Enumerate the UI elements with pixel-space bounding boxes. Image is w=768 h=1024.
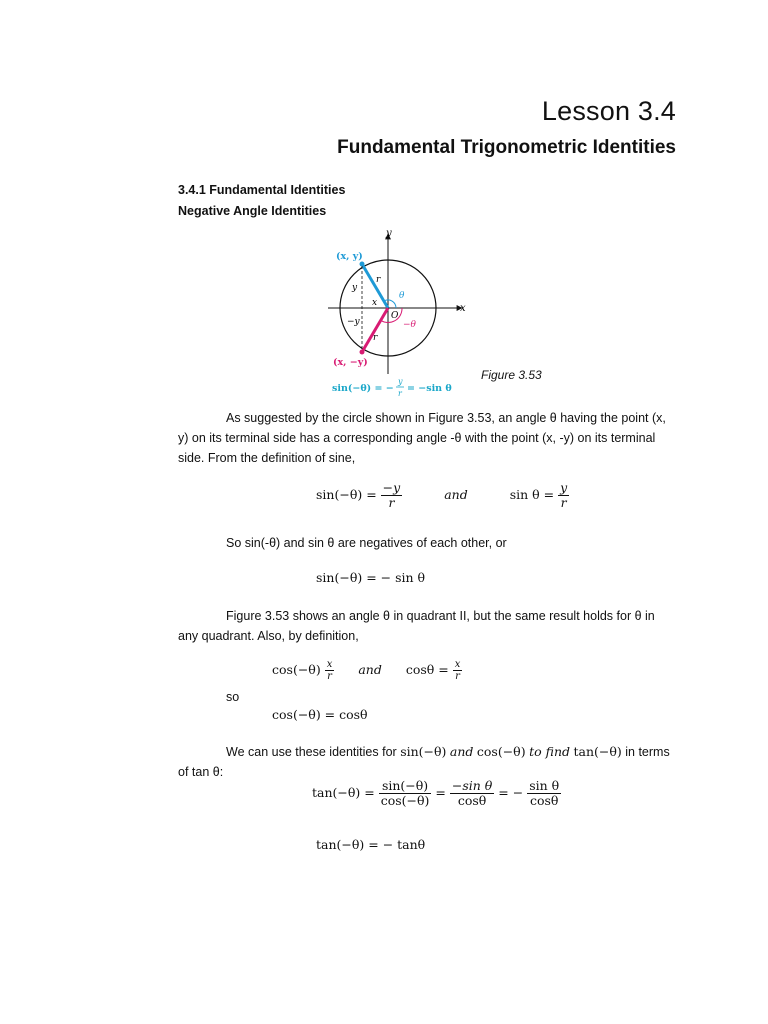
eq3-rhs-den: r bbox=[455, 671, 460, 682]
eq3-and: and bbox=[358, 662, 382, 677]
fig-formula-rhs: = −sin θ bbox=[407, 383, 452, 394]
point-bottom-label: (x, −y) bbox=[333, 357, 368, 368]
svg-text:sin(−θ) = − bbox=[332, 383, 394, 394]
eq3-num: x bbox=[326, 659, 333, 670]
paragraph-2: So sin(-θ) and sin θ are negatives of each other, or bbox=[226, 536, 507, 550]
paragraph-4 bbox=[178, 742, 678, 782]
so-label: so bbox=[226, 690, 240, 704]
point-bottom-dot bbox=[360, 350, 365, 355]
fig-formula-num: y bbox=[398, 377, 403, 386]
neg-theta-label: −θ bbox=[403, 320, 416, 330]
p4-start: We can use these identities for bbox=[226, 745, 397, 759]
equation-2: sin(−θ) = − sin θ bbox=[316, 570, 426, 585]
fig-formula-lhs: sin(−θ) = − bbox=[332, 383, 394, 394]
eq1-den: r bbox=[388, 495, 395, 510]
eq1-fraction bbox=[381, 481, 403, 510]
equation-1 bbox=[316, 481, 569, 510]
lesson-subtitle: Fundamental Trigonometric Identities bbox=[337, 137, 676, 158]
figure-caption: Figure 3.53 bbox=[481, 368, 542, 382]
eq3-lhs: cos(−θ) bbox=[272, 662, 321, 677]
eq1-num: −y bbox=[382, 480, 401, 495]
eq5-f1-num: sin(−θ) bbox=[379, 779, 432, 794]
eq5-f2-num: −sin θ bbox=[451, 778, 493, 793]
equation-6: tan(−θ) = − tanθ bbox=[316, 837, 426, 852]
eq3-rhs-lhs: cosθ = bbox=[405, 662, 449, 677]
lesson-title: Lesson 3.4 bbox=[541, 96, 676, 126]
equation-4: cos(−θ) = cosθ bbox=[272, 707, 368, 722]
eq3-rhs-num: x bbox=[454, 659, 461, 670]
eq5-fraction-1 bbox=[379, 779, 432, 808]
eq1-and: and bbox=[444, 487, 468, 502]
eq3-fraction bbox=[325, 659, 335, 682]
eq5-eq: = bbox=[435, 785, 446, 800]
eq1-rhs-fraction bbox=[558, 481, 569, 510]
eq1-lhs: sin(−θ) = bbox=[316, 487, 377, 502]
eq1-rhs-lhs: sin θ = bbox=[509, 487, 555, 502]
y-seg-label: y bbox=[352, 283, 358, 293]
paragraph-1: As suggested by the circle shown in Figure 3.53, an angle θ having the point (x, y) on its terminal side has a corresponding angle -θ with the point (x, -y) on its terminal side. From the definition of sine, bbox=[178, 411, 666, 465]
eq5-f2-den: cosθ bbox=[457, 793, 487, 808]
equation-3 bbox=[272, 659, 462, 682]
eq5-f3-den: cosθ bbox=[529, 793, 559, 808]
eq1-rhs-den: r bbox=[560, 495, 567, 510]
p4-sin: sin(−θ) bbox=[400, 744, 447, 759]
eq5-fraction-3 bbox=[527, 779, 561, 808]
point-top-dot bbox=[360, 262, 365, 267]
r-top-label: r bbox=[376, 275, 381, 285]
x-axis-label: x bbox=[460, 303, 466, 314]
fig-formula-den: r bbox=[398, 389, 402, 398]
p4-cos: cos(−θ) bbox=[476, 744, 526, 759]
eq3-den: r bbox=[327, 671, 332, 682]
y-axis-label: y bbox=[386, 228, 392, 239]
p4-tan: tan(−θ) bbox=[573, 744, 622, 759]
radius-bottom bbox=[362, 308, 388, 352]
unit-circle-figure bbox=[322, 224, 472, 400]
eq1-rhs-num: y bbox=[560, 480, 568, 495]
subsection-title: Negative Angle Identities bbox=[178, 204, 327, 218]
eq3-rhs-fraction bbox=[453, 659, 463, 682]
origin-label: O bbox=[391, 311, 399, 321]
eq5-fraction-2 bbox=[450, 779, 494, 808]
theta-label: θ bbox=[399, 291, 405, 301]
x-seg-label: x bbox=[372, 298, 378, 308]
paragraph-3: Figure 3.53 shows an angle θ in quadrant II, but the same result holds for θ in any quadrant. Also, by definition, bbox=[178, 609, 655, 643]
point-top-label: (x, y) bbox=[336, 251, 363, 262]
eq5-eq2: = − bbox=[498, 785, 524, 800]
p4-end: in terms of tan θ: bbox=[178, 745, 670, 779]
p4-and: and bbox=[449, 744, 474, 759]
p4-tofind: to find bbox=[529, 744, 570, 759]
eq5-f3-num: sin θ bbox=[529, 778, 560, 793]
r-bottom-label: r bbox=[373, 333, 378, 343]
neg-y-seg-label: −y bbox=[347, 317, 360, 327]
eq5-lhs: tan(−θ) = bbox=[312, 785, 375, 800]
section-title: 3.4.1 Fundamental Identities bbox=[178, 183, 346, 197]
equation-5 bbox=[312, 779, 561, 808]
eq5-f1-den: cos(−θ) bbox=[380, 793, 430, 808]
